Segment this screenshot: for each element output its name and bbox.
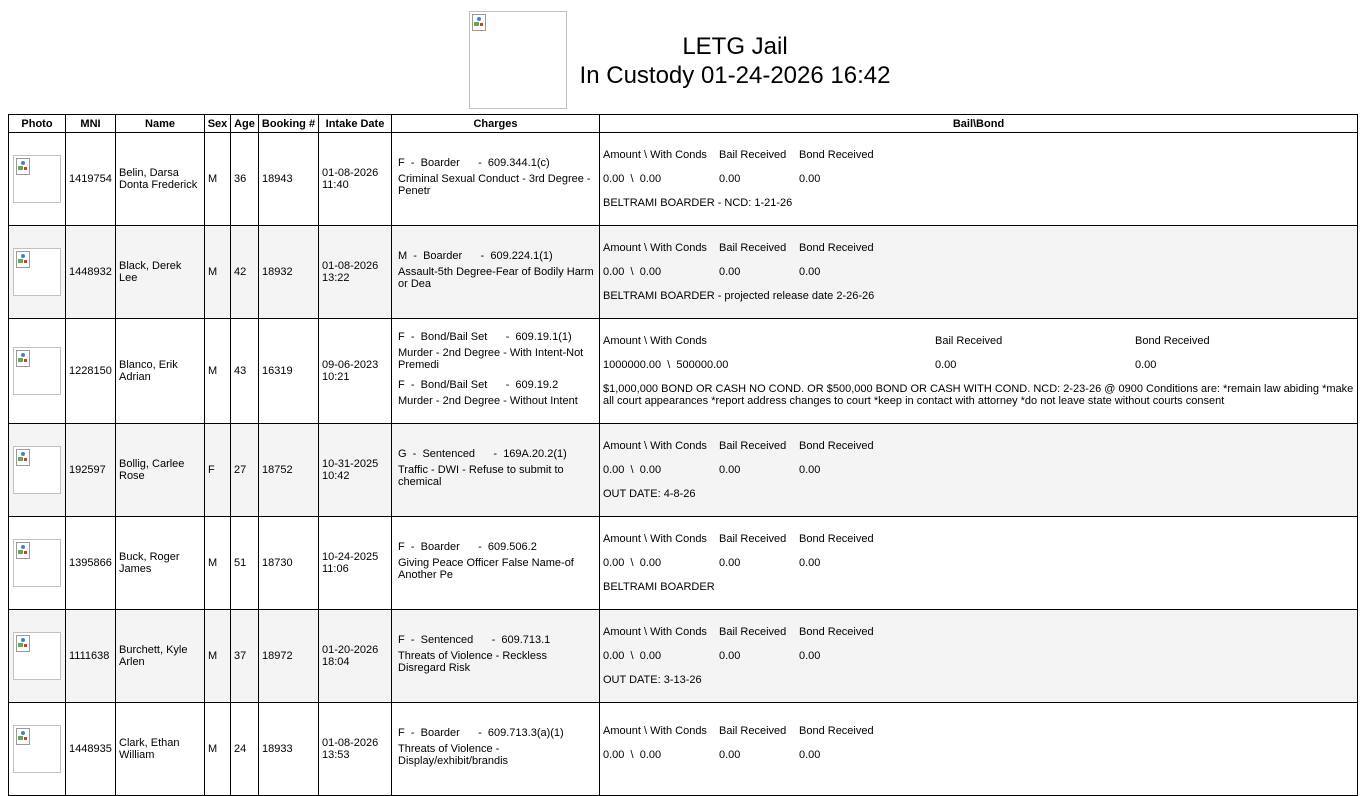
bail-amount-label: Amount \ With Conds <box>603 440 707 452</box>
charge-description: Threats of Violence - Display/exhibit/brandis <box>398 743 509 767</box>
broken-image-icon <box>16 158 30 174</box>
bond-received-label: Bond Received <box>799 440 874 452</box>
bail-amount-value: 0.00 <box>603 650 625 662</box>
charge-entry <box>395 379 596 407</box>
charge-statute: 609.506.2 <box>487 541 537 553</box>
name-cell: Bollig, Carlee Rose <box>116 424 205 517</box>
bail-note: OUT DATE: 4-8-26 <box>603 488 696 500</box>
charge-description: Murder - 2nd Degree - With Intent-Not Premedi <box>398 347 584 371</box>
table-row <box>9 517 1358 610</box>
charge-level: F <box>398 634 405 646</box>
bail-values-line <box>603 749 1354 761</box>
charges-cell <box>392 610 600 703</box>
bail-header-line <box>603 533 1354 545</box>
bail-amount-value: 0.00 <box>603 173 625 185</box>
bail-amount: 0.00 \ 0.00 <box>603 464 662 476</box>
booking-cell: 16319 <box>259 319 319 424</box>
photo-cell <box>9 226 66 319</box>
column-header-photo: Photo <box>9 115 66 133</box>
bail-amount: 1000000.00 \ 500000.00 <box>603 359 729 371</box>
intake-date-cell <box>319 133 392 226</box>
charge-statute: 609.344.1(c) <box>487 157 550 169</box>
bail-received-label: Bail Received <box>719 533 787 545</box>
bail-cell <box>600 517 1358 610</box>
bail-with-conds-value: 0.00 <box>639 266 662 278</box>
bail-values-line <box>603 266 1354 278</box>
charges-cell <box>392 703 600 796</box>
inmate-photo <box>13 248 61 296</box>
mni-cell: 1395866 <box>66 517 116 610</box>
charge-description: Giving Peace Officer False Name-of Another Pe <box>398 557 574 581</box>
bail-received-label: Bail Received <box>719 626 787 638</box>
inmate-photo <box>13 347 61 395</box>
broken-image-icon <box>16 350 30 366</box>
bail-received-value: 0.00 <box>719 650 741 662</box>
charge-header: F - Boarder - 609.344.1(c) <box>398 157 550 169</box>
name-cell: Black, Derek Lee <box>116 226 205 319</box>
age-cell: 24 <box>231 703 259 796</box>
charge-header: F - Bond/Bail Set - 609.19.1(1) <box>398 331 572 343</box>
bail-received-label: Bail Received <box>719 440 787 452</box>
bail-received-label: Bail Received <box>935 335 1003 347</box>
charge-level: G <box>398 448 407 460</box>
broken-image-icon <box>16 542 30 558</box>
booking-cell: 18932 <box>259 226 319 319</box>
bond-received-value: 0.00 <box>799 749 821 761</box>
bail-received-value: 0.00 <box>935 359 957 371</box>
bond-received-label: Bond Received <box>799 149 874 161</box>
intake-time: 10:21 <box>322 371 350 383</box>
table-row <box>9 226 1358 319</box>
name-cell: Buck, Roger James <box>116 517 205 610</box>
bail-with-conds-value: 0.00 <box>639 650 662 662</box>
sex-cell: M <box>205 226 231 319</box>
bail-values-line <box>603 359 1354 371</box>
charges-cell <box>392 319 600 424</box>
inmate-photo <box>13 155 61 203</box>
mni-cell: 1419754 <box>66 133 116 226</box>
bail-with-conds-value: 500000.00 <box>676 359 729 371</box>
bail-received-label: Bail Received <box>719 725 787 737</box>
bond-received-value: 0.00 <box>799 650 821 662</box>
charge-entry <box>395 157 596 197</box>
bail-header-line <box>603 626 1354 638</box>
age-cell: 27 <box>231 424 259 517</box>
intake-date: 01-08-2026 <box>322 737 379 749</box>
bail-received-value: 0.00 <box>719 464 741 476</box>
photo-cell <box>9 319 66 424</box>
bail-amount: 0.00 \ 0.00 <box>603 173 662 185</box>
name-cell: Belin, Darsa Donta Frederick <box>116 133 205 226</box>
bail-amount-label: Amount \ With Conds <box>603 626 707 638</box>
charge-entry <box>395 541 596 581</box>
bail-amount: 0.00 \ 0.00 <box>603 557 662 569</box>
bail-header-line <box>603 725 1354 737</box>
intake-time: 18:04 <box>322 656 350 668</box>
column-header-sex: Sex <box>205 115 231 133</box>
photo-cell <box>9 424 66 517</box>
column-header-name: Name <box>116 115 205 133</box>
intake-date-cell <box>319 610 392 703</box>
sex-cell: M <box>205 610 231 703</box>
charge-statute: 169A.20.2(1) <box>503 448 567 460</box>
sex-cell: M <box>205 133 231 226</box>
mni-cell: 1448932 <box>66 226 116 319</box>
charge-entry <box>395 634 596 674</box>
bond-received-label: Bond Received <box>1135 335 1210 347</box>
bond-received-value: 0.00 <box>799 464 821 476</box>
column-header-bail-bond: Bail\Bond <box>600 115 1358 133</box>
sex-cell: M <box>205 703 231 796</box>
age-cell: 42 <box>231 226 259 319</box>
charge-entry <box>395 250 596 290</box>
intake-date-cell <box>319 226 392 319</box>
bond-received-label: Bond Received <box>799 626 874 638</box>
booking-cell: 18933 <box>259 703 319 796</box>
charge-description: Threats of Violence - Reckless Disregard Risk <box>398 650 547 674</box>
charge-status: Boarder <box>420 727 460 739</box>
bail-note: OUT DATE: 3-13-26 <box>603 674 702 686</box>
bail-note: BELTRAMI BOARDER - NCD: 1-21-26 <box>603 197 793 209</box>
booking-cell: 18730 <box>259 517 319 610</box>
bond-received-value: 0.00 <box>799 173 821 185</box>
bail-amount-value: 0.00 <box>603 749 625 761</box>
mni-cell: 1448935 <box>66 703 116 796</box>
charge-entry <box>395 727 596 767</box>
name-cell: Burchett, Kyle Arlen <box>116 610 205 703</box>
charge-level: F <box>398 541 405 553</box>
bail-cell <box>600 226 1358 319</box>
inmate-photo <box>13 632 61 680</box>
bail-amount-value: 0.00 <box>603 266 625 278</box>
bail-amount-label: Amount \ With Conds <box>603 725 707 737</box>
bail-received-value: 0.00 <box>719 173 741 185</box>
charge-description: Criminal Sexual Conduct - 3rd Degree - Penetr <box>398 173 591 197</box>
sex-cell: M <box>205 517 231 610</box>
name-cell: Blanco, Erik Adrian <box>116 319 205 424</box>
page-subtitle: In Custody 01-24-2026 16:42 <box>579 62 891 89</box>
broken-image-icon <box>16 728 30 744</box>
column-header-charges: Charges <box>392 115 600 133</box>
sex-cell: F <box>205 424 231 517</box>
name-cell: Clark, Ethan William <box>116 703 205 796</box>
sex-cell: M <box>205 319 231 424</box>
column-header-age: Age <box>231 115 259 133</box>
bail-header-line <box>603 242 1354 254</box>
charge-level: M <box>398 250 408 262</box>
bail-amount: 0.00 \ 0.00 <box>603 749 662 761</box>
bond-received-label: Bond Received <box>799 725 874 737</box>
charge-status: Boarder <box>423 250 463 262</box>
bail-cell <box>600 610 1358 703</box>
charges-cell <box>392 226 600 319</box>
bail-with-conds-value: 0.00 <box>639 557 662 569</box>
photo-cell <box>9 610 66 703</box>
intake-date-cell <box>319 424 392 517</box>
bail-received-value: 0.00 <box>719 266 741 278</box>
intake-time: 11:06 <box>322 563 349 575</box>
charge-status: Bond/Bail Set <box>420 331 488 343</box>
booking-cell: 18972 <box>259 610 319 703</box>
bail-amount-label: Amount \ With Conds <box>603 149 707 161</box>
charge-statute: 609.713.1 <box>501 634 551 646</box>
bail-cell <box>600 319 1358 424</box>
charge-entry <box>395 331 596 371</box>
charge-status: Sentenced <box>422 448 476 460</box>
charges-cell <box>392 133 600 226</box>
table-row <box>9 424 1358 517</box>
column-header-booking: Booking # <box>259 115 319 133</box>
inmate-photo <box>13 446 61 494</box>
intake-date: 01-08-2026 <box>322 167 379 179</box>
page-title: LETG Jail <box>682 33 788 60</box>
intake-date-cell <box>319 703 392 796</box>
bond-received-value: 0.00 <box>799 557 821 569</box>
broken-image-icon <box>472 14 486 30</box>
inmate-roster-table <box>8 114 1358 796</box>
bail-with-conds-value: 0.00 <box>639 749 662 761</box>
charge-level: F <box>398 331 405 343</box>
bail-values-line <box>603 650 1354 662</box>
bail-amount-label: Amount \ With Conds <box>603 242 707 254</box>
intake-date: 09-06-2023 <box>322 359 379 371</box>
inmate-photo <box>13 539 61 587</box>
charge-header: F - Boarder - 609.506.2 <box>398 541 537 553</box>
age-cell: 43 <box>231 319 259 424</box>
charge-entry <box>395 448 596 488</box>
intake-time: 10:42 <box>322 470 350 482</box>
bond-received-label: Bond Received <box>799 242 874 254</box>
bail-values-line <box>603 557 1354 569</box>
charge-level: F <box>398 157 405 169</box>
table-row <box>9 319 1358 424</box>
bail-values-line <box>603 173 1354 185</box>
charge-status: Boarder <box>420 157 460 169</box>
charge-header: G - Sentenced - 169A.20.2(1) <box>398 448 567 460</box>
charge-statute: 609.224.1(1) <box>490 250 553 262</box>
mni-cell: 1228150 <box>66 319 116 424</box>
bail-note: BELTRAMI BOARDER - projected release date 2-26-26 <box>603 290 875 302</box>
charge-status: Sentenced <box>420 634 474 646</box>
bail-amount-label: Amount \ With Conds <box>603 533 707 545</box>
bail-note: BELTRAMI BOARDER <box>603 581 715 593</box>
photo-cell <box>9 703 66 796</box>
charge-description: Assault-5th Degree-Fear of Bodily Harm or Dea <box>398 266 594 290</box>
charge-status: Boarder <box>420 541 460 553</box>
bail-amount-value: 1000000.00 <box>603 359 662 371</box>
mni-cell: 1111638 <box>66 610 116 703</box>
age-cell: 36 <box>231 133 259 226</box>
intake-date: 10-24-2025 <box>322 551 379 563</box>
bail-amount-value: 0.00 <box>603 557 625 569</box>
booking-cell: 18752 <box>259 424 319 517</box>
charge-level: F <box>398 379 405 391</box>
intake-date: 01-20-2026 <box>322 644 379 656</box>
bail-received-label: Bail Received <box>719 149 787 161</box>
bail-values-line <box>603 464 1354 476</box>
intake-date-cell <box>319 319 392 424</box>
charge-status: Bond/Bail Set <box>420 379 488 391</box>
table-row <box>9 133 1358 226</box>
bail-received-label: Bail Received <box>719 242 787 254</box>
charge-description: Traffic - DWI - Refuse to submit to chemical <box>398 464 564 488</box>
bail-cell <box>600 424 1358 517</box>
bail-amount-label: Amount \ With Conds <box>603 335 707 347</box>
intake-date: 10-31-2025 <box>322 458 379 470</box>
charge-header: M - Boarder - 609.224.1(1) <box>398 250 553 262</box>
column-header-intake-date: Intake Date <box>319 115 392 133</box>
bail-received-value: 0.00 <box>719 557 741 569</box>
intake-time: 13:53 <box>322 749 350 761</box>
bail-cell <box>600 703 1358 796</box>
bond-received-value: 0.00 <box>1135 359 1157 371</box>
photo-cell <box>9 133 66 226</box>
charge-statute: 609.19.2 <box>515 379 559 391</box>
bail-with-conds-value: 0.00 <box>639 464 662 476</box>
broken-image-icon <box>16 251 30 267</box>
photo-cell <box>9 517 66 610</box>
mni-cell: 192597 <box>66 424 116 517</box>
table-row <box>9 703 1358 796</box>
bail-received-value: 0.00 <box>719 749 741 761</box>
charge-statute: 609.713.3(a)(1) <box>487 727 564 739</box>
intake-time: 11:40 <box>322 179 349 191</box>
bail-amount: 0.00 \ 0.00 <box>603 650 662 662</box>
bail-header-line <box>603 335 1354 347</box>
bail-with-conds-value: 0.00 <box>639 173 662 185</box>
charges-cell <box>392 424 600 517</box>
bond-received-value: 0.00 <box>799 266 821 278</box>
intake-date: 01-08-2026 <box>322 260 379 272</box>
charge-statute: 609.19.1(1) <box>515 331 572 343</box>
charges-cell <box>392 517 600 610</box>
broken-image-icon <box>16 635 30 651</box>
table-row <box>9 610 1358 703</box>
intake-time: 13:22 <box>322 272 350 284</box>
charge-header: F - Sentenced - 609.713.1 <box>398 634 551 646</box>
bail-header-line <box>603 149 1354 161</box>
charge-level: F <box>398 727 405 739</box>
age-cell: 37 <box>231 610 259 703</box>
inmate-photo <box>13 725 61 773</box>
broken-image-icon <box>16 449 30 465</box>
bail-amount-value: 0.00 <box>603 464 625 476</box>
bail-header-line <box>603 440 1354 452</box>
charge-header: F - Boarder - 609.713.3(a)(1) <box>398 727 564 739</box>
intake-date-cell <box>319 517 392 610</box>
table-header-row <box>9 115 1358 133</box>
charge-description: Murder - 2nd Degree - Without Intent <box>398 395 578 407</box>
bail-note: $1,000,000 BOND OR CASH NO COND. OR $500,000 BOND OR CASH WITH COND. NCD: 2-23-26 @ 0900 Conditions are: *remain law abiding *make all court appearances *report address changes to court *keep in contact with attorney *do not leave state without courts consent <box>603 383 1354 407</box>
column-header-mni: MNI <box>66 115 116 133</box>
bond-received-label: Bond Received <box>799 533 874 545</box>
charge-header: F - Bond/Bail Set - 609.19.2 <box>398 379 559 391</box>
agency-logo-image <box>469 11 567 109</box>
bail-cell <box>600 133 1358 226</box>
bail-amount: 0.00 \ 0.00 <box>603 266 662 278</box>
booking-cell: 18943 <box>259 133 319 226</box>
age-cell: 51 <box>231 517 259 610</box>
